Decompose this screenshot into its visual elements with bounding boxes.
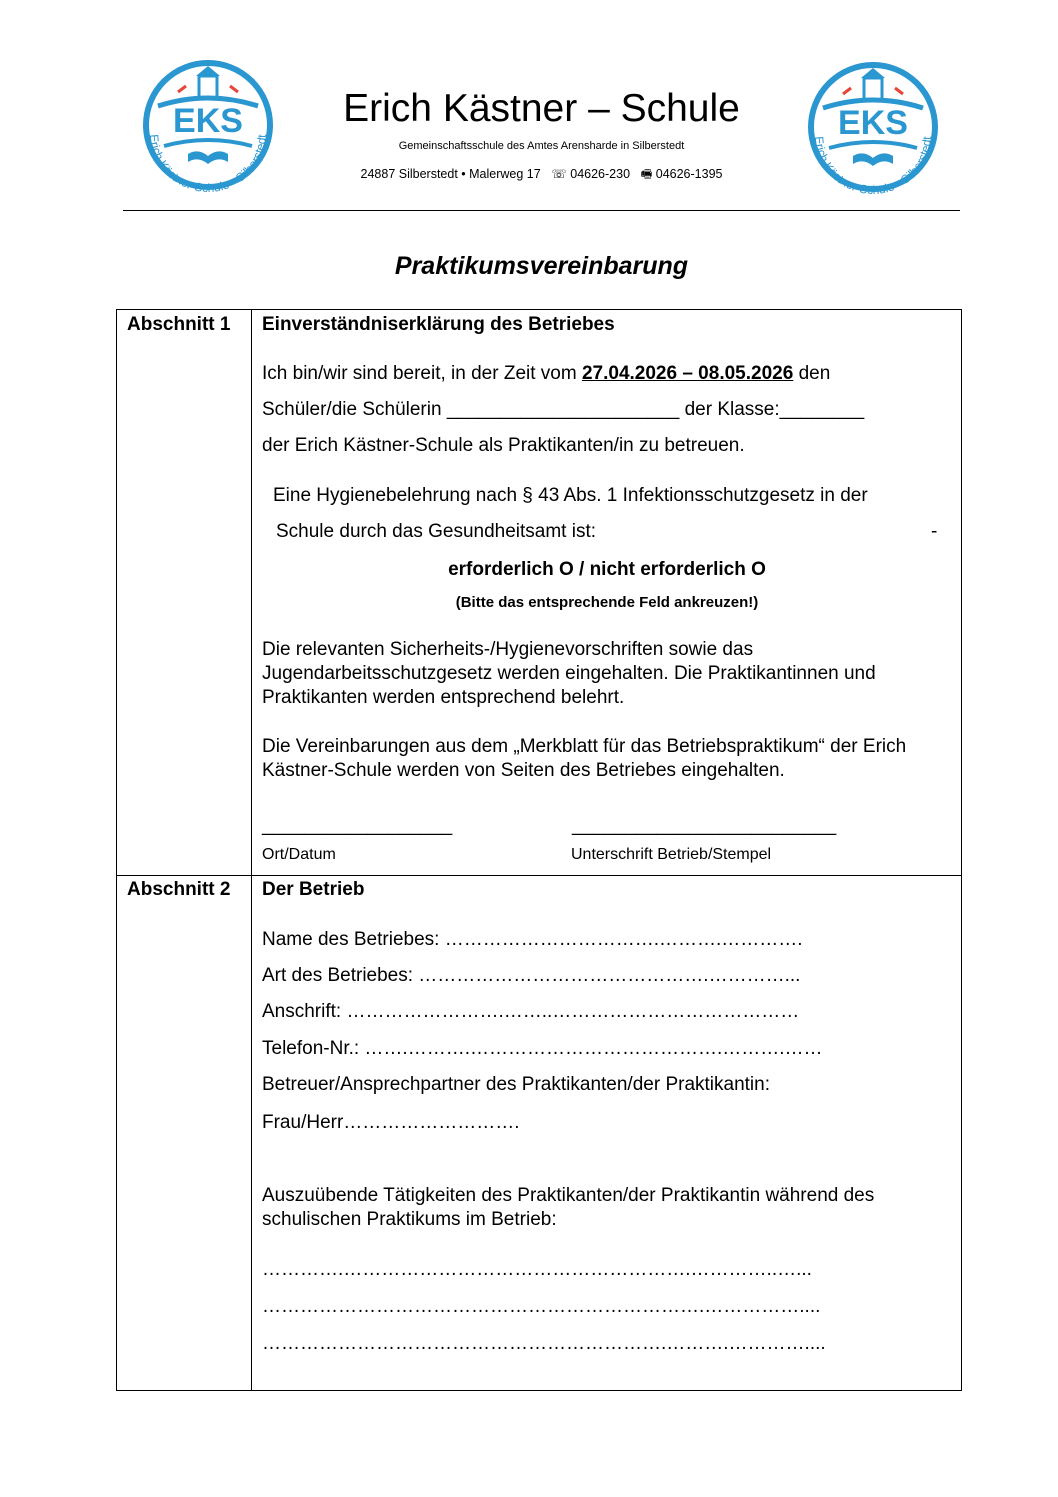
- place-date-field[interactable]: __________________: [262, 815, 453, 836]
- table-column-divider: [251, 309, 252, 1391]
- svg-text:EKS: EKS: [838, 104, 908, 142]
- student-line: [262, 399, 864, 421]
- hygiene-text-line2: Schule durch das Gesundheitsamt ist:: [276, 521, 597, 542]
- place-date-label: Ort/Datum: [262, 846, 336, 863]
- company-address-field[interactable]: Anschrift: …………………….……..…………………………………: [262, 1001, 800, 1022]
- company-type-field[interactable]: Art des Betriebes: ……………………………………….…………...: [262, 965, 801, 986]
- svg-text:Erich Kästner-Schule • Silbers: Erich Kästner-Schule • Silberstedt: [811, 135, 935, 198]
- lighthouse-book-emblem-icon: [793, 52, 953, 212]
- company-name-field[interactable]: Name des Betriebes: …………………………….……….………….: [262, 929, 803, 950]
- period-text-before: Ich bin/wir sind bereit, in der Zeit vom: [262, 363, 577, 384]
- safety-statement: Die relevanten Sicherheits-/Hygienevorschriften sowie das Jugendarbeitsschutzgesetz werden eingehalten. Die Praktikantinnen und Praktikanten werden entsprechend belehrt.: [262, 639, 876, 708]
- section2-heading: Der Betrieb: [262, 879, 365, 900]
- supervisor-name-field[interactable]: Frau/Herr……………………….: [262, 1112, 520, 1133]
- school-address: 24887 Silberstedt • Malerweg 17: [360, 167, 541, 181]
- school-logo-right: [793, 52, 953, 212]
- section1-label: Abschnitt 1: [127, 314, 231, 335]
- svg-text:Erich Kästner-Schule • Silbers: Erich Kästner-Schule • Silberstedt: [146, 133, 270, 196]
- company-phone-field[interactable]: Telefon-Nr.: …….……….………………………………….……….……: [262, 1038, 823, 1059]
- student-name-field[interactable]: ______________________: [446, 399, 680, 420]
- internship-date-range: 27.04.2026 – 08.05.2026: [581, 363, 794, 384]
- school-fax: 04626-1395: [655, 167, 723, 181]
- table-row-divider: [116, 875, 962, 876]
- supervision-line: der Erich Kästner-Schule als Praktikanten/in zu betreuen.: [262, 435, 745, 456]
- signature-label: Unterschrift Betrieb/Stempel: [571, 846, 772, 863]
- tasks-field-line-2[interactable]: …………………………………………………………….……………....: [262, 1296, 821, 1317]
- tasks-field-line-3[interactable]: ……………………………………………………….……….…………....: [262, 1333, 826, 1354]
- document-title: Praktikumsvereinbarung: [394, 252, 689, 280]
- hygiene-text-line1: Eine Hygienebelehrung nach § 43 Abs. 1 Infektionsschutzgesetz in der: [273, 485, 868, 506]
- hygiene-options-hint: (Bitte das entsprechende Feld ankreuzen!): [455, 594, 759, 611]
- supervisor-label: Betreuer/Ansprechpartner des Praktikanten/der Praktikantin:: [262, 1074, 770, 1095]
- section1-heading: Einverständniserklärung des Betriebes: [262, 314, 615, 335]
- header-divider: [123, 210, 960, 211]
- agreement-statement: Die Vereinbarungen aus dem „Merkblatt für das Betriebspraktikum“ der Erich Kästner-Schule werden von Seiten des Betriebes eingehalten.: [262, 736, 907, 781]
- tasks-field-line-1[interactable]: ………….……………………………………………….…………..…...: [262, 1259, 812, 1280]
- hygiene-dash: -: [931, 521, 938, 542]
- school-name: Erich Kästner – Schule: [343, 87, 740, 130]
- fax-icon: 🖷: [640, 167, 653, 181]
- class-field[interactable]: ________: [779, 399, 865, 420]
- school-contact-line: [0, 165, 1058, 186]
- period-text-after: den: [798, 363, 831, 384]
- section2-label: Abschnitt 2: [127, 879, 231, 900]
- period-line: [262, 363, 830, 385]
- signature-field[interactable]: _________________________: [572, 815, 837, 836]
- class-label: der Klasse:: [684, 399, 780, 420]
- phone-icon: ☏: [551, 167, 567, 181]
- tasks-description-label: Auszuübende Tätigkeiten des Praktikanten/der Praktikantin während des schulischen Praktikums im Betrieb:: [262, 1185, 875, 1230]
- svg-text:EKS: EKS: [173, 102, 243, 140]
- school-subtitle: Gemeinschaftsschule des Amtes Arensharde in Silberstedt: [398, 140, 685, 152]
- school-phone: 04626-230: [570, 167, 631, 181]
- student-label: Schüler/die Schülerin: [262, 399, 442, 420]
- hygiene-options-checkboxes[interactable]: erforderlich O / nicht erforderlich O: [448, 559, 766, 580]
